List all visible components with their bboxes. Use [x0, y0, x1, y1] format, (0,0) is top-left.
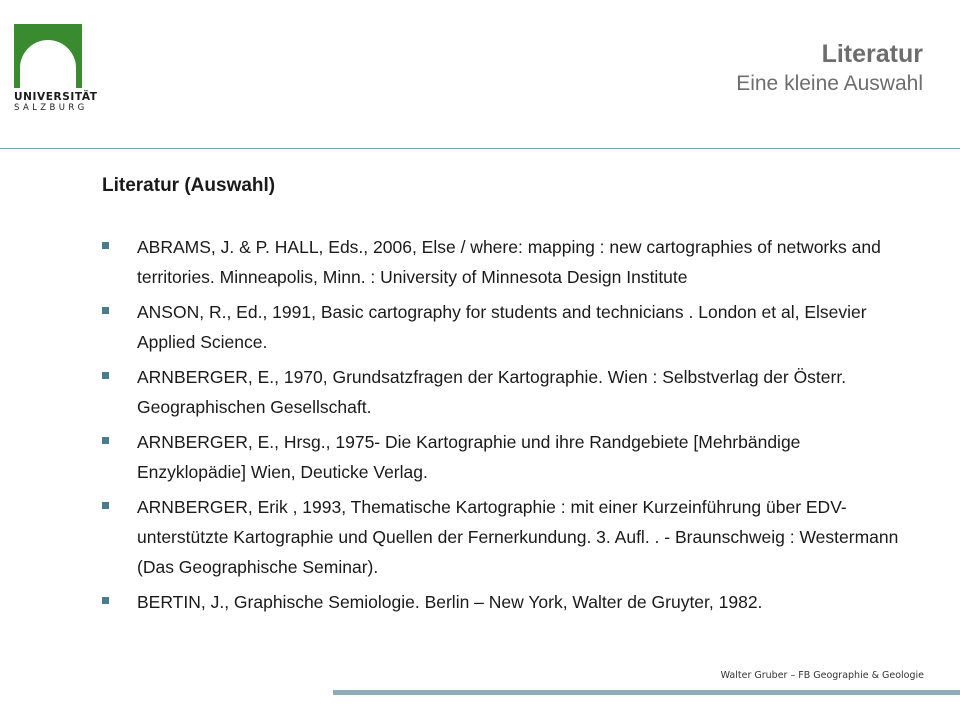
page-title: Literatur: [821, 40, 923, 68]
university-logo: [14, 24, 98, 113]
list-item: [102, 362, 902, 422]
reference-text: ARNBERGER, Erik , 1993, Thematische Kartographie : mit einer Kurzeinführung über EDV-unterstützte Kartographie und Quellen der Fernerkundung. 3. Aufl. . - Braunschweig : Westermann (Das Geographische Seminar).: [137, 497, 899, 577]
reference-text: BERTIN, J., Graphische Semiologie. Berlin – New York, Walter de Gruyter, 1982.: [137, 592, 763, 612]
reference-text: ANSON, R., Ed., 1991, Basic cartography for students and technicians . London et al, Elsevier Applied Science.: [137, 302, 867, 352]
list-item: [102, 492, 902, 582]
bullet-icon: [102, 307, 109, 314]
list-item: [102, 297, 902, 357]
footer-bar: [333, 690, 960, 695]
logo-emblem-icon: [14, 24, 82, 88]
list-item: [102, 427, 902, 487]
reference-text: ARNBERGER, E., Hrsg., 1975- Die Kartographie und ihre Randgebiete [Mehrbändige Enzyklopädie] Wien, Deuticke Verlag.: [137, 432, 801, 482]
logo-text-line2: SALZBURG: [14, 103, 88, 113]
reference-text: ABRAMS, J. & P. HALL, Eds., 2006, Else / where: mapping : new cartographies of networks and territories. Minneapolis, Minn. : University of Minnesota Design Institute: [137, 237, 881, 287]
footer-author: Walter Gruber – FB Geographie & Geologie: [720, 670, 924, 681]
bullet-icon: [102, 437, 109, 444]
bullet-icon: [102, 597, 109, 604]
header-divider: [0, 148, 960, 149]
section-heading: Literatur (Auswahl): [102, 175, 276, 196]
reference-text: ARNBERGER, E., 1970, Grundsatzfragen der Kartographie. Wien : Selbstverlag der Österr. Geographischen Gesellschaft.: [137, 367, 847, 417]
header-title-block: [736, 40, 923, 97]
list-item: [102, 232, 902, 292]
bullet-icon: [102, 242, 109, 249]
bullet-icon: [102, 502, 109, 509]
logo-text-line1: UNIVERSITÄT: [14, 91, 98, 103]
bullet-icon: [102, 372, 109, 379]
page-subtitle: Eine kleine Auswahl: [736, 72, 923, 95]
reference-list: [102, 232, 902, 622]
list-item: [102, 587, 902, 617]
